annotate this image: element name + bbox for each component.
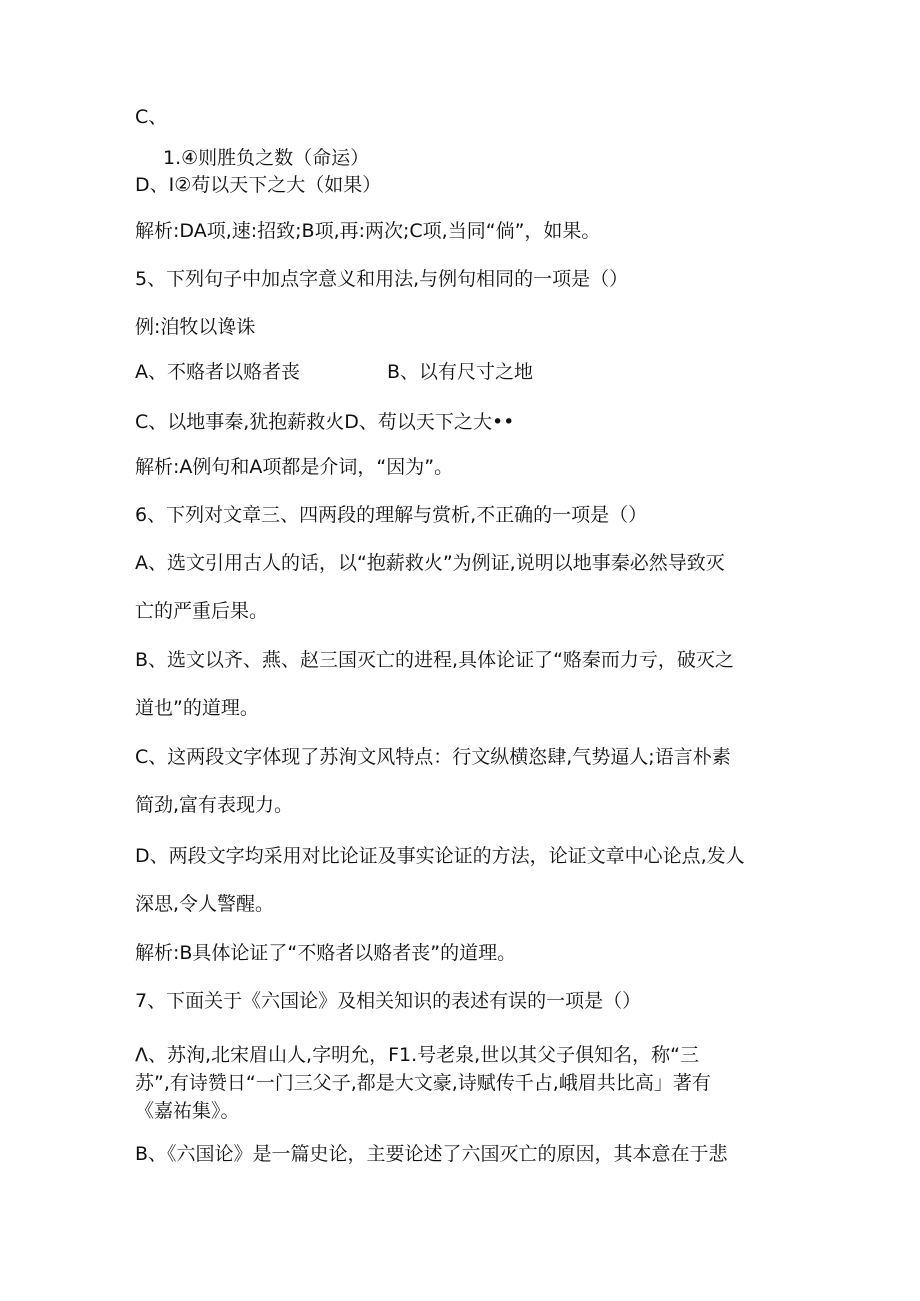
- q6-option-c-line1: C、这两段文字体现了苏洵文风特点：行文纵横恣肆,气势逼人;语言朴素: [135, 746, 731, 768]
- item-1-line: 1.④则胜负之数（命运）: [163, 147, 370, 169]
- q6-option-b-line2: 道也”的道理。: [135, 697, 259, 719]
- q6-option-d-line1: D、两段文字均采用对比论证及事实论证的方法，论证文章中心论点,发人: [135, 845, 745, 867]
- option-b: B、以有尺寸之地: [387, 361, 534, 383]
- option-d-line: D、I②苟以天下之大（如果）: [135, 174, 382, 196]
- option-c-label: C、: [135, 106, 168, 128]
- options-a-b-row: [135, 359, 835, 385]
- q6-option-c-line2: 简劲,富有表现力。: [135, 794, 294, 816]
- q6-option-d-line2: 深思,令人警醒。: [135, 893, 275, 915]
- options-c-d-row: C、以地事秦,犹抱薪救火D、苟以天下之大••: [135, 411, 515, 433]
- question-7: 7、下面关于《六国论》及相关知识的表述有误的一项是（）: [135, 990, 642, 1012]
- q7-option-a-line2: 苏”,有诗赞日“一门三父子,都是大文豪,诗赋传千占,峨眉共比高」著有: [135, 1072, 711, 1094]
- example-sentence: 例:洎牧以谗诛: [135, 316, 256, 338]
- question-5: 5、下列句子中加点字意义和用法,与例句相同的一项是（）: [135, 268, 629, 290]
- q6-option-b-line1: B、选文以齐、燕、赵三国灭亡的进程,具体论证了“赂秦而力亏，破灭之: [135, 649, 734, 671]
- analysis-5: 解析:A例句和A项都是介词，“因为”。: [135, 456, 454, 478]
- question-6: 6、下列对文章三、四两段的理解与赏析,不正确的一项是（）: [135, 504, 648, 526]
- q6-option-a-line1: A、选文引用古人的话，以“抱薪救火”为例证,说明以地事秦必然导致灭: [135, 552, 725, 574]
- q7-option-b-line1: B、《六国论》是一篇史论，主要论述了六国灭亡的原因，其本意在于悲: [135, 1143, 728, 1165]
- q7-option-a-line3: 《嘉祐集》。: [135, 1100, 240, 1122]
- option-a: A、不赂者以赂者丧: [135, 361, 300, 383]
- q6-option-a-line2: 亡的严重后果。: [135, 600, 269, 622]
- analysis-6: 解析:B具体论证了“不赂者以赂者丧”的道理。: [135, 942, 517, 964]
- q7-option-a-line1: Λ、苏洵,北宋眉山人,字明允，F1.号老泉,世以其父子俱知名，称“三: [135, 1044, 700, 1066]
- analysis-4: 解析:DA项,速:招致;B项,再:两次;C项,当同“倘”，如果。: [135, 220, 601, 242]
